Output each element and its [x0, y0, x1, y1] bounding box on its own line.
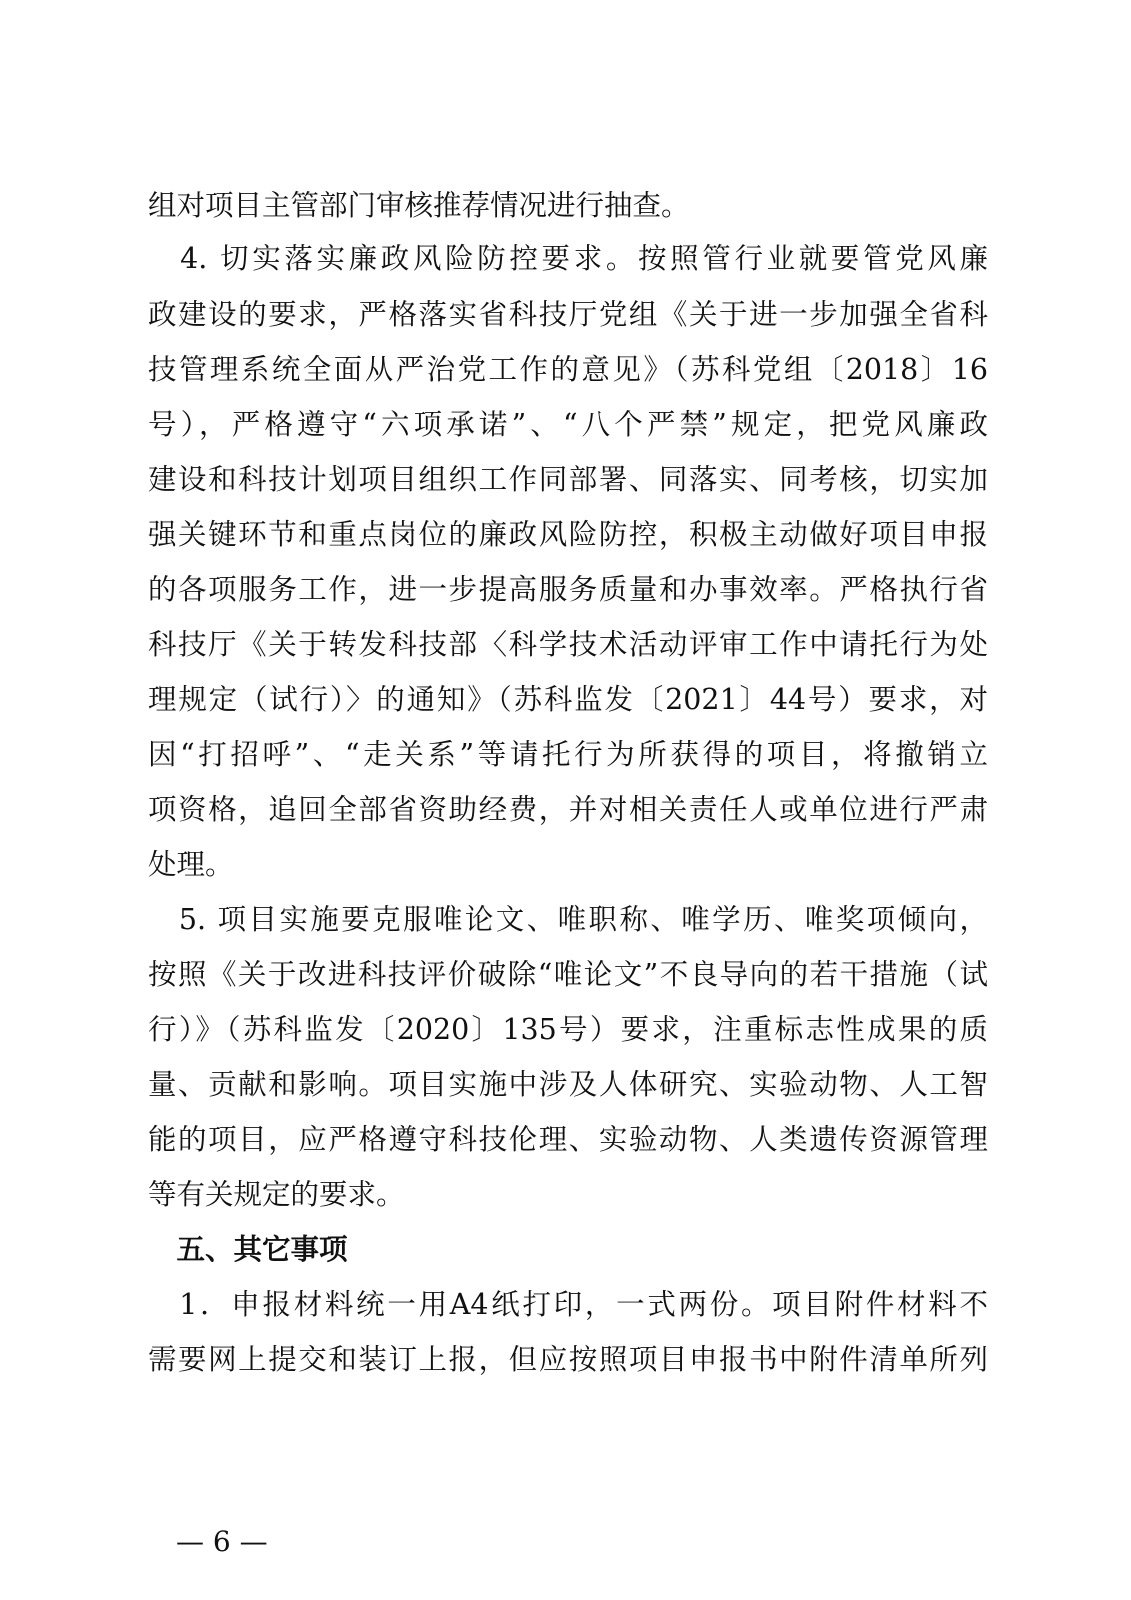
text-line: 5. 项目实施要克服唯论文、唯职称、唯学历、唯奖项倾向， [148, 903, 988, 936]
text-line: 需要网上提交和装订上报，但应按照项目申报书中附件清单所列 [148, 1343, 988, 1376]
text-line: 组对项目主管部门审核推荐情况进行抽查。 [148, 189, 690, 222]
text-line: 等有关规定的要求。 [148, 1178, 405, 1211]
section-heading: 五、其它事项 [148, 1233, 348, 1266]
text-line: 科技厅《关于转发科技部〈科学技术活动评审工作中请托行为处 [148, 628, 988, 661]
text-line: 建设和科技计划项目组织工作同部署、同落实、同考核，切实加 [148, 463, 988, 496]
text-line: 4. 切实落实廉政风险防控要求。按照管行业就要管党风廉 [148, 242, 988, 275]
text-line: 行）》（苏科监发〔2020〕135号）要求，注重标志性成果的质 [148, 1013, 988, 1046]
text-line: 按照《关于改进科技评价破除“唯论文”不良导向的若干措施（试 [148, 958, 988, 991]
text-line: 理规定（试行）〉的通知》（苏科监发〔2021〕44号）要求，对 [148, 683, 988, 716]
text-line: 强关键环节和重点岗位的廉政风险防控，积极主动做好项目申报 [148, 518, 988, 551]
text-line: 项资格，追回全部省资助经费，并对相关责任人或单位进行严肃 [148, 793, 988, 826]
text-line: 政建设的要求，严格落实省科技厅党组《关于进一步加强全省科 [148, 298, 988, 331]
text-line: 因“打招呼”、“走关系”等请托行为所获得的项目，将撤销立 [148, 738, 988, 771]
text-line: 技管理系统全面从严治党工作的意见》（苏科党组〔2018〕16 [148, 353, 988, 386]
text-line: 的各项服务工作，进一步提高服务质量和办事效率。严格执行省 [148, 573, 988, 606]
text-line: 量、贡献和影响。项目实施中涉及人体研究、实验动物、人工智 [148, 1068, 988, 1101]
text-line: 1．申报材料统一用A4纸打印，一式两份。项目附件材料不 [148, 1288, 988, 1321]
text-line: 处理。 [148, 848, 234, 881]
page-number: — 6 — [176, 1525, 268, 1558]
text-line: 能的项目，应严格遵守科技伦理、实验动物、人类遗传资源管理 [148, 1123, 988, 1156]
text-line: 号），严格遵守“六项承诺”、“八个严禁”规定，把党风廉政 [148, 408, 988, 441]
